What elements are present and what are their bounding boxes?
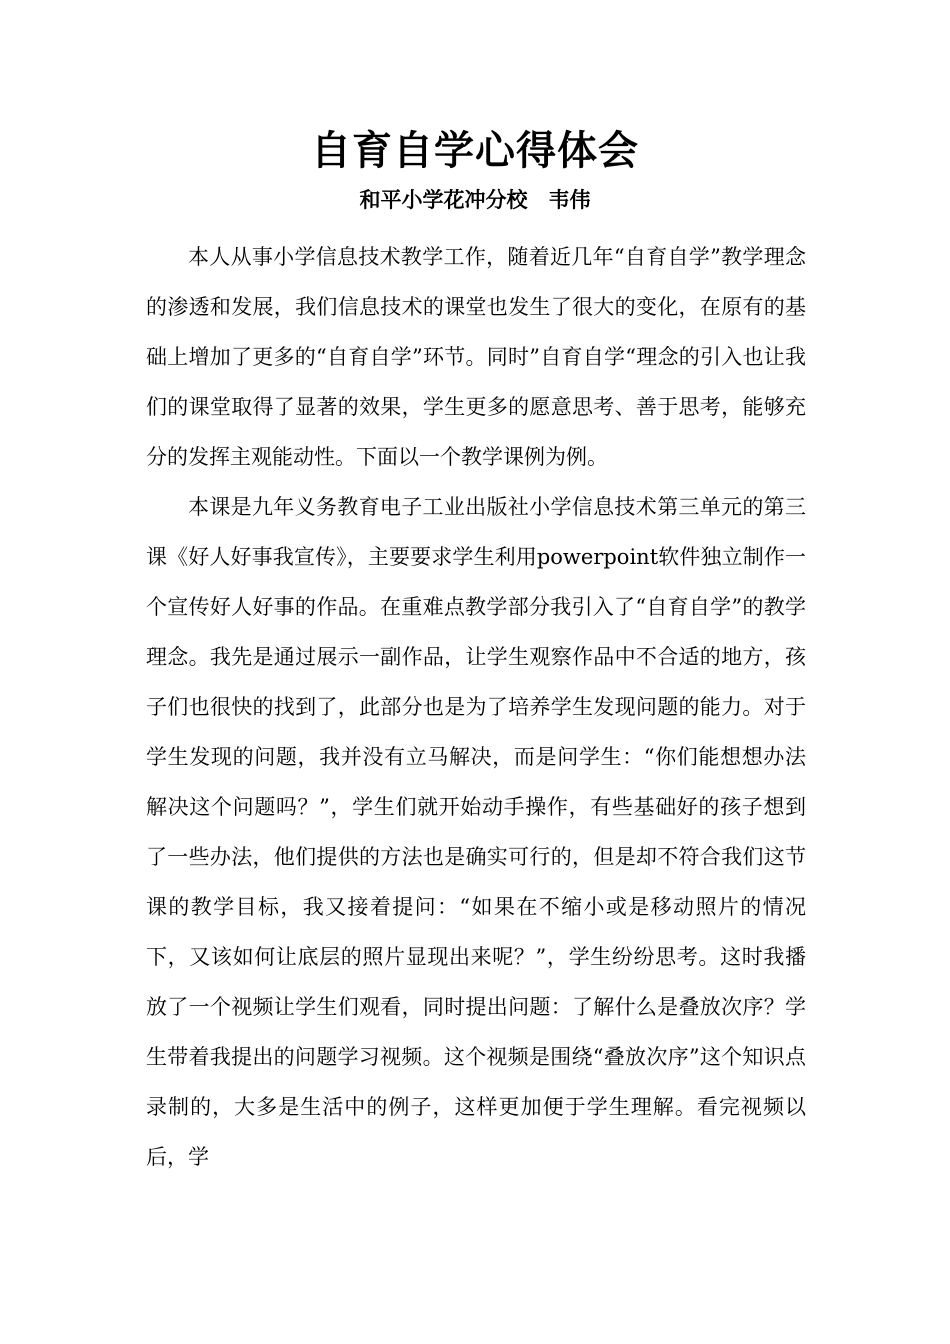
author-line: 和平小学花冲分校 韦伟	[359, 187, 591, 212]
paragraph: 本课是九年义务教育电子工业出版社小学信息技术第三单元的第三课《好人好事我宣传》，主要要求学生利用powerpoint软件独立制作一个宣传好人好事的作品。在重难点教学部分我引入了“自育自学”的教学理念。我先是通过展示一副作品，让学生观察作品中不合适的地方，孩子们也很快的找到了，此部分也是为了培养学生发现问题的能力。对于学生发现的问题，我并没有立马解决，而是问学生：“你们能想想办法解决这个问题吗？”，学生们就开始动手操作，有些基础好的孩子想到了一些办法，他们提供的方法也是确实可行的，但是却不符合我们这节课的教学目标，我又接着提问：“如果在不缩小或是移动照片的情况下，又该如何让底层的照片显现出来呢？”，学生纷纷思考。这时我播放了一个视频让学生们观看，同时提出问题：了解什么是叠放次序？学生带着我提出的问题学习视频。这个视频是围绕“叠放次序”这个知识点录制的，大多是生活中的例子，这样更加便于学生理解。看完视频以后，学	[146, 495, 806, 1169]
paragraph: 本人从事小学信息技术教学工作，随着近几年“自育自学”教学理念的渗透和发展，我们信息技术的课堂也发生了很大的变化，在原有的基础上增加了更多的“自育自学”环节。同时”自育自学“理念的引入也让我们的课堂取得了显著的效果，学生更多的愿意思考、善于思考，能够充分的发挥主观能动性。下面以一个教学课例为例。	[146, 245, 806, 469]
document-body	[146, 232, 806, 1182]
document-title: 自育自学心得体会	[311, 127, 639, 174]
